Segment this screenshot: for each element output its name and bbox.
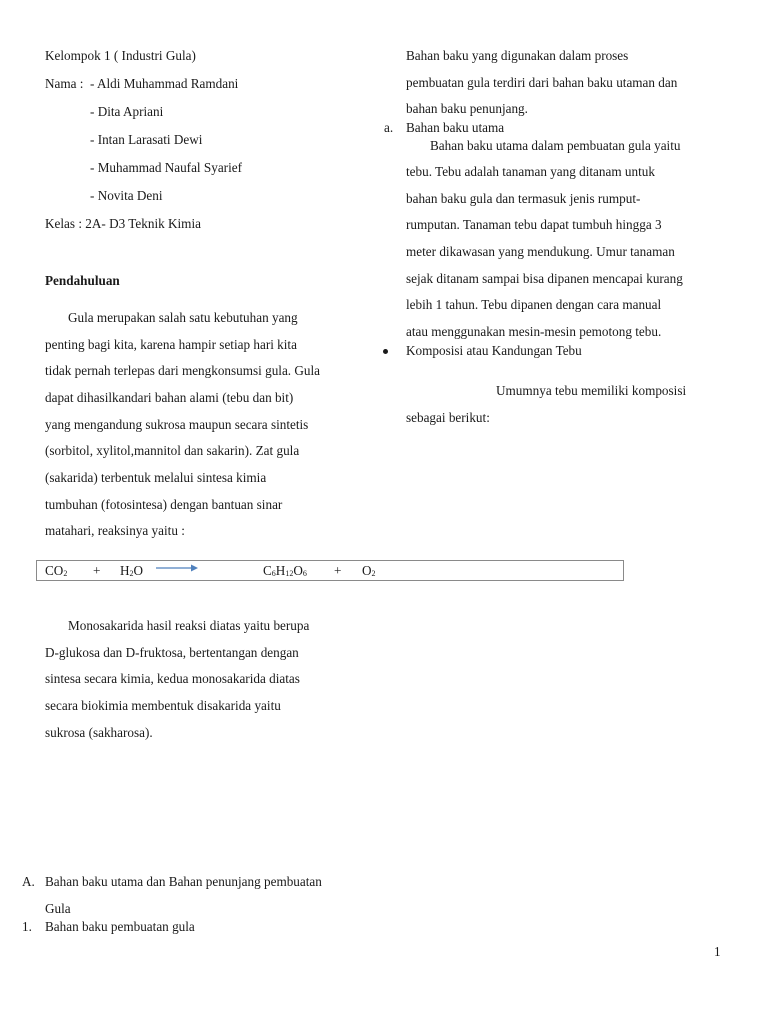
item-a-line: meter dikawasan yang mendukung. Umur tanaman	[406, 244, 675, 259]
right-intro-line: Bahan baku yang digunakan dalam proses	[406, 48, 629, 63]
section-1-marker: 1.	[22, 919, 32, 934]
section-1-title: Bahan baku pembuatan gula	[45, 919, 195, 934]
section-heading: Pendahuluan	[45, 273, 120, 288]
right-intro-line: pembuatan gula terdiri dari bahan baku utaman dan	[406, 75, 678, 90]
intro-line: penting bagi kita, karena hampir setiap hari kita	[45, 337, 297, 352]
item-a-line: tebu. Tebu adalah tanaman yang ditanam untuk	[406, 164, 655, 179]
intro-line: tidak pernah terlepas dari mengkonsumsi gula. Gula	[45, 363, 321, 378]
bullet-icon	[383, 349, 388, 354]
mono-line: secara biokimia membentuk disakarida yaitu	[45, 698, 281, 713]
mono-line: Monosakarida hasil reaksi diatas yaitu berupa	[68, 618, 310, 633]
item-a-line: Bahan baku utama dalam pembuatan gula yaitu	[430, 138, 681, 153]
item-a-line: sejak ditanam sampai bisa dipanen mencapai kurang	[406, 271, 683, 286]
mono-line: sukrosa (sakharosa).	[45, 725, 153, 740]
section-a-title: Bahan baku utama dan Bahan penunjang pembuatan	[45, 874, 322, 889]
item-a-line: atau menggunakan mesin-mesin pemotong tebu.	[406, 324, 662, 339]
group-title: Kelompok 1 ( Industri Gula)	[45, 48, 196, 63]
member-1: - Aldi Muhammad Ramdani	[90, 76, 239, 91]
reactant-co2: $CO_2$	[45, 563, 68, 578]
section-a-title-cont: Gula	[45, 901, 71, 916]
product-o2: $O_2$	[362, 563, 376, 578]
bullet-title: Komposisi atau Kandungan Tebu	[406, 343, 582, 358]
product-glucose: $C_6H_{12}O_6$	[263, 563, 307, 578]
plus-sign: +	[334, 563, 342, 578]
mono-line: D-glukosa dan D-fruktosa, bertentangan dengan	[45, 645, 299, 660]
composition-line: sebagai berikut:	[406, 410, 490, 425]
section-a-marker: A.	[22, 874, 35, 889]
intro-line: Gula merupakan salah satu kebutuhan yang	[68, 310, 298, 325]
class-info: Kelas : 2A- D3 Teknik Kimia	[45, 216, 201, 231]
reaction-arrow-icon	[156, 563, 200, 573]
item-a-line: rumputan. Tanaman tebu dapat tumbuh hingga 3	[406, 217, 662, 232]
member-4: - Muhammad Naufal Syarief	[90, 160, 242, 175]
item-a-line: bahan baku gula dan termasuk jenis rumput-	[406, 191, 641, 206]
reaction-equation	[36, 560, 624, 581]
intro-line: (sorbitol, xylitol,mannitol dan sakarin). Zat gula	[45, 443, 300, 458]
reactant-h2o: $H_2O$	[120, 563, 144, 578]
member-3: - Intan Larasati Dewi	[90, 132, 203, 147]
intro-line: (sakarida) terbentuk melalui sintesa kimia	[45, 470, 267, 485]
member-5: - Novita Deni	[90, 188, 163, 203]
member-2: - Dita Apriani	[90, 104, 164, 119]
item-a-marker: a.	[384, 120, 394, 135]
plus-sign: +	[93, 563, 101, 578]
intro-line: tumbuhan (fotosintesa) dengan bantuan sinar	[45, 497, 283, 512]
item-a-title: Bahan baku utama	[406, 120, 505, 135]
composition-line: Umumnya tebu memiliki komposisi	[496, 383, 687, 398]
right-intro-line: bahan baku penunjang.	[406, 101, 528, 116]
intro-line: yang mengandung sukrosa maupun secara sintetis	[45, 417, 309, 432]
mono-line: sintesa secara kimia, kedua monosakarida diatas	[45, 671, 300, 686]
item-a-line: lebih 1 tahun. Tebu dipanen dengan cara manual	[406, 297, 662, 312]
intro-line: dapat dihasilkandari bahan alami (tebu dan bit)	[45, 390, 294, 405]
intro-line: matahari, reaksinya yaitu :	[45, 523, 185, 538]
page-number: 1	[714, 944, 721, 959]
name-label: Nama :	[45, 76, 84, 91]
